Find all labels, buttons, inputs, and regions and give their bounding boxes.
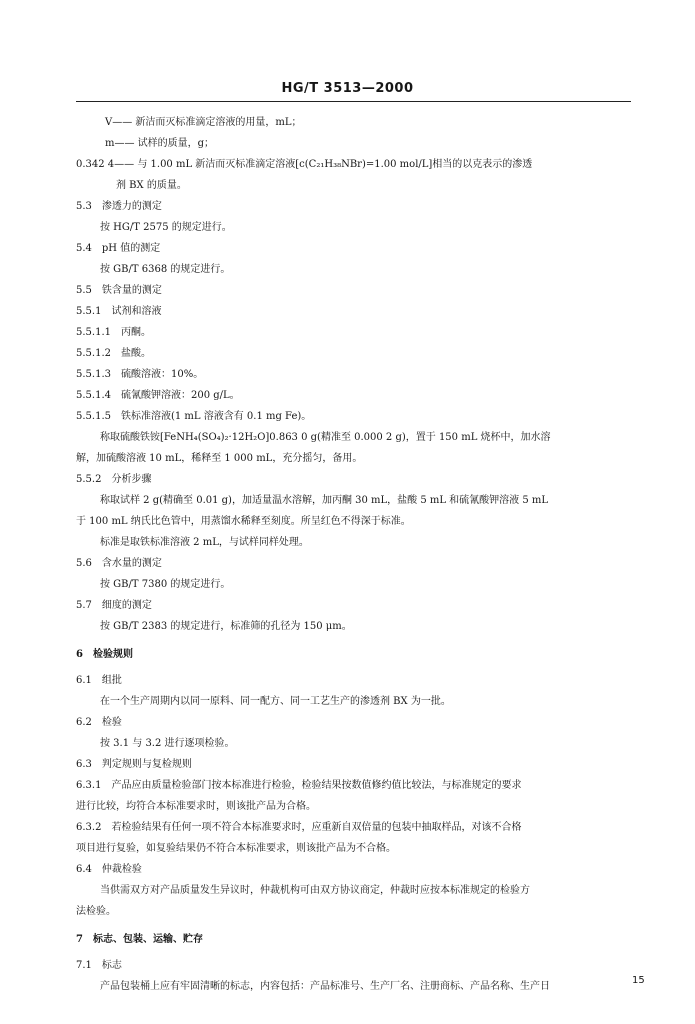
clause-heading: 5.4 pH 值的测定	[76, 243, 161, 254]
clause-heading: 5.5.2 分析步骤	[76, 474, 152, 485]
paragraph-line: 按 GB/T 2383 的规定进行，标准筛的孔径为 150 μm。	[100, 621, 352, 632]
clause-item: 5.5.1.5 铁标准溶液(1 mL 溶液含有 0.1 mg Fe)。	[76, 411, 312, 422]
header-rule	[76, 101, 631, 102]
paragraph-line: 按 GB/T 7380 的规定进行。	[100, 579, 231, 590]
clause-heading: 5.3 渗透力的测定	[76, 201, 162, 212]
section-heading: 7 标志、包装、运输、贮存	[76, 934, 203, 945]
clause-heading: 6.2 检验	[76, 717, 122, 728]
standard-number-header: HG/T 3513—2000	[281, 81, 414, 96]
paragraph-line: 项目进行复验，如复验结果仍不符合本标准要求，则该批产品为不合格。	[76, 843, 396, 854]
section-heading: 6 检验规则	[76, 649, 133, 660]
paragraph-line: 按 3.1 与 3.2 进行逐项检验。	[100, 738, 235, 749]
clause-heading: 5.5.1 试剂和溶液	[76, 306, 162, 317]
clause-item: 5.5.1.3 硫酸溶液：10%。	[76, 369, 204, 380]
clause-heading: 6.4 仲裁检验	[76, 864, 142, 875]
paragraph-line: 产品包装桶上应有牢固清晰的标志，内容包括：产品标准号、生产厂名、注册商标、产品名称、生产日	[100, 981, 550, 992]
paragraph-line: 法检验。	[76, 906, 116, 917]
clause-heading: 5.7 细度的测定	[76, 600, 152, 611]
clause-heading: 5.5 铁含量的测定	[76, 285, 162, 296]
clause-item: 5.5.1.1 丙酮。	[76, 327, 151, 338]
clause-heading: 7.1 标志	[76, 960, 122, 971]
paragraph-line: 进行比较，均符合本标准要求时，则该批产品为合格。	[76, 801, 316, 812]
paragraph-line: 按 GB/T 6368 的规定进行。	[100, 264, 231, 275]
paragraph-line: 在一个生产周期内以同一原料、同一配方、同一工艺生产的渗透剂 BX 为一批。	[100, 696, 451, 707]
paragraph-line: 按 HG/T 2575 的规定进行。	[100, 222, 232, 233]
where-line: V—— 新洁而灭标准滴定溶液的用量，mL；	[105, 117, 302, 128]
where-line: 0.342 4—— 与 1.00 mL 新洁而灭标准滴定溶液[c(C₂₁H₃₈NBr)=1.00 mol/L]相当的以克表示的渗透	[76, 159, 533, 170]
paragraph-line: 6.3.2 若检验结果有任何一项不符合本标准要求时，应重新自双倍量的包装中抽取样品，对该不合格	[76, 822, 522, 833]
page-number: 15	[632, 975, 645, 986]
clause-heading: 6.1 组批	[76, 675, 122, 686]
paragraph-line: 称取硫酸铁铵[FeNH₄(SO₄)₂·12H₂O]0.863 0 g(精准至 0.000 2 g)，置于 150 mL 烧杯中，加水溶	[100, 432, 551, 443]
where-line: 剂 BX 的质量。	[116, 180, 187, 191]
paragraph-line: 称取试样 2 g(精确至 0.01 g)，加适量温水溶解，加丙酮 30 mL，盐酸 5 mL 和硫氰酸钾溶液 5 mL	[100, 495, 549, 506]
clause-heading: 5.6 含水量的测定	[76, 558, 162, 569]
clause-item: 5.5.1.2 盐酸。	[76, 348, 151, 359]
paragraph-line: 解，加硫酸溶液 10 mL，稀释至 1 000 mL，充分摇匀，备用。	[76, 453, 363, 464]
clause-item: 5.5.1.4 硫氰酸钾溶液：200 g/L。	[76, 390, 240, 401]
paragraph-line: 于 100 mL 纳氏比色管中，用蒸馏水稀释至刻度。所呈红色不得深于标准。	[76, 516, 411, 527]
paragraph-line: 6.3.1 产品应由质量检验部门按本标准进行检验，检验结果按数值修约值比较法，与标准规定的要求	[76, 780, 522, 791]
where-line: m—— 试样的质量，g；	[105, 138, 215, 149]
clause-heading: 6.3 判定规则与复检规则	[76, 759, 192, 770]
paragraph-line: 标准是取铁标准溶液 2 mL，与试样同样处理。	[100, 537, 309, 548]
paragraph-line: 当供需双方对产品质量发生异议时，仲裁机构可由双方协议商定，仲裁时应按本标准规定的检验方	[100, 885, 530, 896]
